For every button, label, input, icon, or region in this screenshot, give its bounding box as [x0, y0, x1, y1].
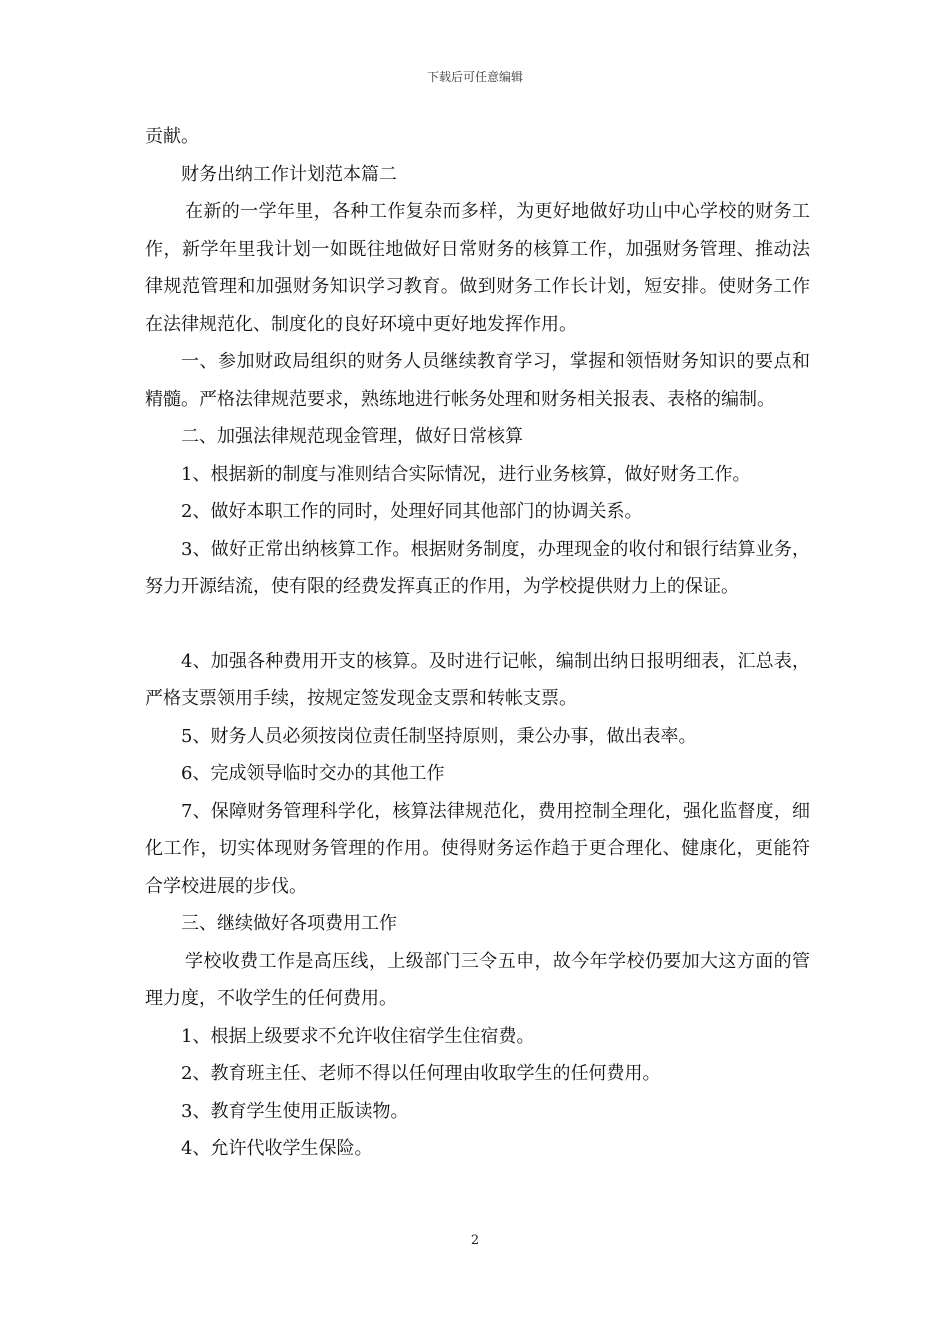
paragraph-item-1: 一、参加财政局组织的财务人员继续教育学习，掌握和领悟财务知识的要点和精髓。严格法律规范要求，熟练地进行帐务处理和财务相关报表、表格的编制。	[145, 351, 810, 410]
paragraph-heading-2: 二、加强法律规范现金管理，做好日常核算	[181, 426, 523, 447]
page-header-note: 下载后可任意编辑	[426, 70, 523, 84]
paragraph-subitem: 1、根据上级要求不允许收住宿学生住宿费。	[181, 1025, 535, 1047]
blank-line	[145, 606, 810, 643]
paragraph-subitem: 1、根据新的制度与准则结合实际情况，进行业务核算，做好财务工作。	[181, 463, 751, 485]
page-number: 2	[470, 1233, 480, 1248]
paragraph-heading-3: 三、继续做好各项费用工作	[181, 913, 397, 934]
paragraph-subitem: 4、允许代收学生保险。	[181, 1138, 373, 1159]
section-title: 财务出纳工作计划范本篇二	[181, 163, 397, 185]
paragraph-fees-intro: 学校收费工作是高压线，上级部门三令五申，故今年学校仍要加大这方面的管理力度，不收学生的任何费用。	[145, 950, 810, 1009]
paragraph-subitem: 2、教育班主任、老师不得以任何理由收取学生的任何费用。	[181, 1063, 661, 1084]
paragraph-subitem: 4、加强各种费用开支的核算。及时进行记帐，编制出纳日报明细表，汇总表，严格支票领用手续，按规定签发现金支票和转帐支票。	[145, 650, 810, 709]
document-body	[145, 118, 810, 1168]
paragraph-subitem: 6、完成领导临时交办的其他工作	[181, 763, 445, 784]
paragraph-continuation: 贡献。	[145, 126, 199, 147]
paragraph-subitem: 2、做好本职工作的同时，处理好同其他部门的协调关系。	[181, 501, 643, 522]
paragraph-subitem: 7、保障财务管理科学化，核算法律规范化，费用控制全理化，强化监督度，细化工作，切实体现财务管理的作用。使得财务运作趋于更合理化、健康化，更能符合学校进展的步伐。	[145, 800, 810, 897]
paragraph-intro: 在新的一学年里，各种工作复杂而多样，为更好地做好功山中心学校的财务工作，新学年里我计划一如既往地做好日常财务的核算工作，加强财务管理、推动法律规范管理和加强财务知识学习教育。做到财务工作长计划，短安排。使财务工作在法律规范化、制度化的良好环境中更好地发挥作用。	[145, 201, 810, 335]
paragraph-subitem: 5、财务人员必须按岗位责任制坚持原则，秉公办事，做出表率。	[181, 725, 697, 747]
paragraph-subitem: 3、做好正常出纳核算工作。根据财务制度，办理现金的收付和银行结算业务，努力开源结流，使有限的经费发挥真正的作用，为学校提供财力上的保证。	[145, 538, 810, 597]
paragraph-subitem: 3、教育学生使用正版读物。	[181, 1100, 409, 1122]
